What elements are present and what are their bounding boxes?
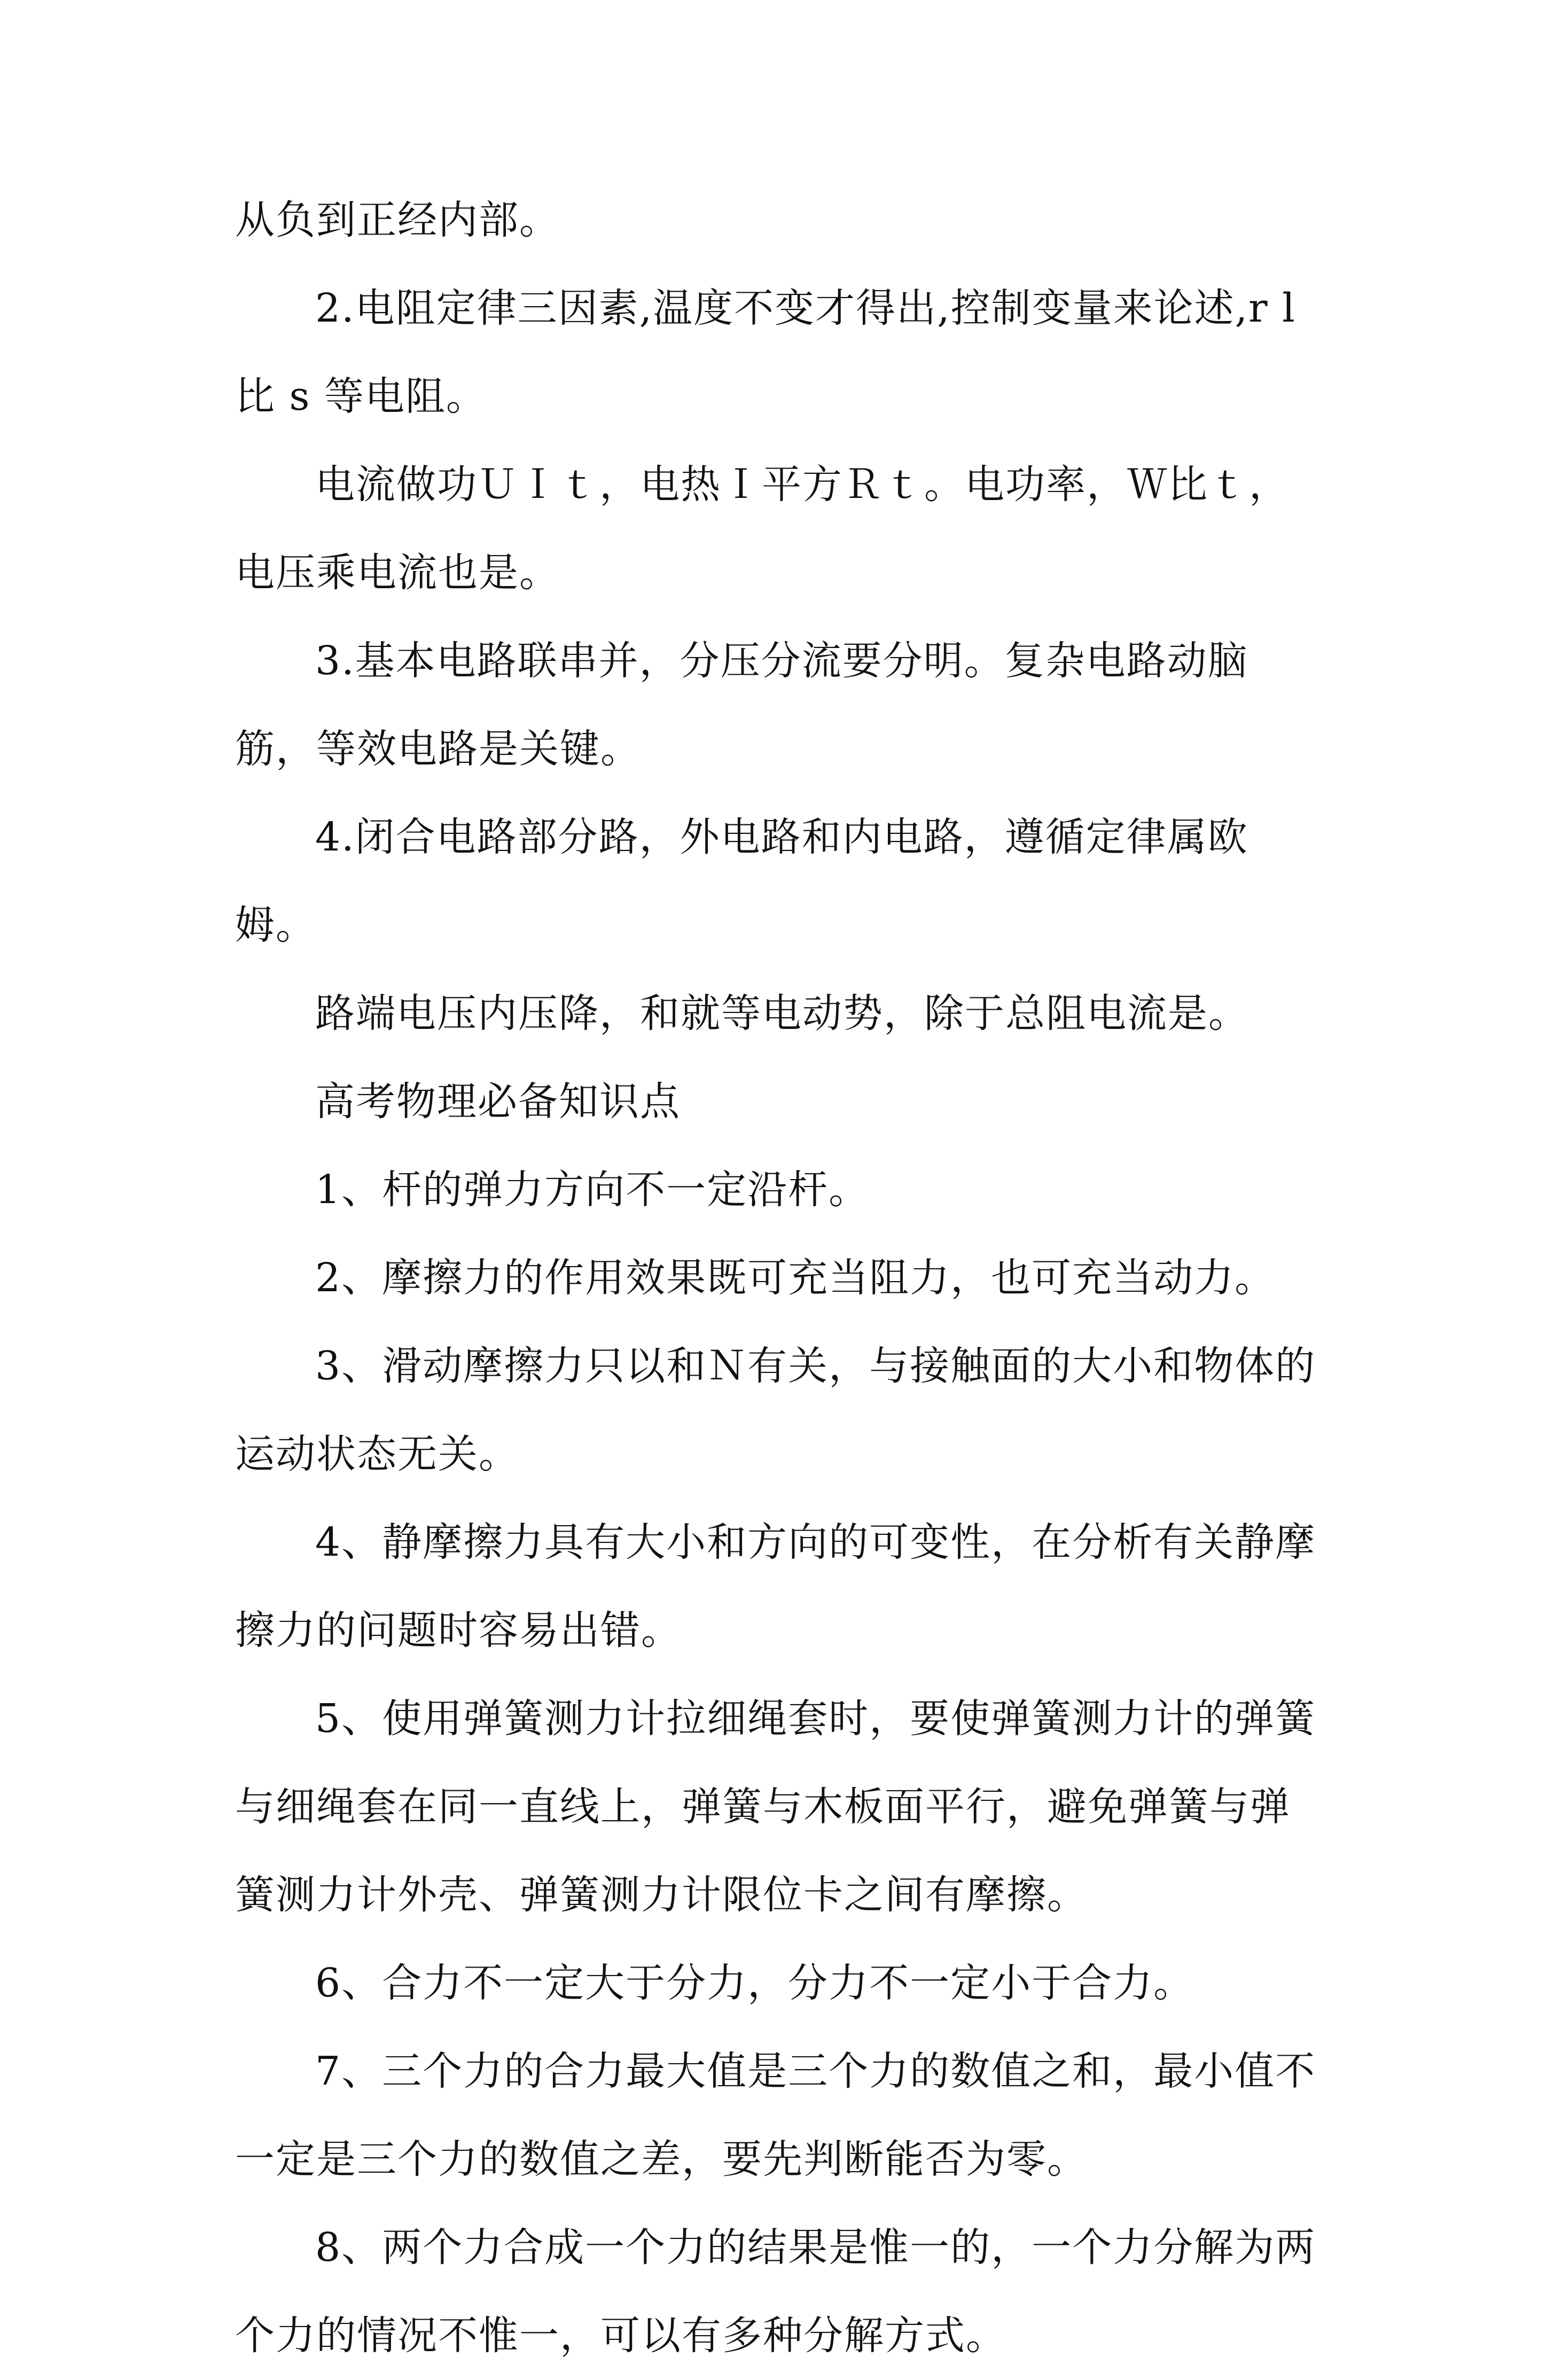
paragraph-closed-circuit: 4.闭合电路部分路，外电路和内电路，遵循定律属欧姆。: [235, 814, 1248, 948]
list-item-7: 7、三个力的合力最大值是三个力的数值之和，最小值不一定是三个力的数值之差，要先判断能否为零。: [235, 2048, 1316, 2182]
list-item-6: 6、合力不一定大于分力，分力不一定小于合力。: [315, 1960, 1194, 2006]
paragraph-electric-work: 电流做功ＵＩｔ，电热Ｉ平方Ｒｔ。电功率，Ｗ比ｔ，电压乘电流也是。: [235, 462, 1290, 596]
list-item-5: 5、使用弹簧测力计拉细绳套时，要使弹簧测力计的弹簧与细绳套在同一直线上，弹簧与木板面平行，避免弹簧与弹簧测力计外壳、弹簧测力计限位卡之间有摩擦。: [235, 1696, 1316, 1918]
list-item-4: 4、静摩擦力具有大小和方向的可变性，在分析有关静摩擦力的问题时容易出错。: [235, 1519, 1316, 1653]
paragraph-continuation: 从负到正经内部。: [235, 197, 560, 243]
list-item-3: 3、滑动摩擦力只以和Ｎ有关，与接触面的大小和物体的运动状态无关。: [235, 1343, 1316, 1477]
paragraph-resistance-law: 2.电阻定律三因素,温度不变才得出,控制变量来论述,r l 比 s 等电阻。: [235, 285, 1310, 419]
document-body: [235, 176, 1325, 2380]
paragraph-basic-circuits: 3.基本电路联串并，分压分流要分明。复杂电路动脑筋，等效电路是关键。: [235, 638, 1248, 772]
list-item-8: 8、两个力合成一个力的结果是惟一的，一个力分解为两个力的情况不惟一，可以有多种分解方式。: [235, 2225, 1316, 2359]
paragraph-terminal-voltage: 路端电压内压降，和就等电动势，除于总阻电流是。: [315, 990, 1249, 1036]
section-heading: 高考物理必备知识点: [315, 1079, 681, 1125]
list-item-1: 1、杆的弹力方向不一定沿杆。: [315, 1167, 870, 1213]
list-item-2: 2、摩擦力的作用效果既可充当阻力，也可充当动力。: [315, 1255, 1276, 1301]
